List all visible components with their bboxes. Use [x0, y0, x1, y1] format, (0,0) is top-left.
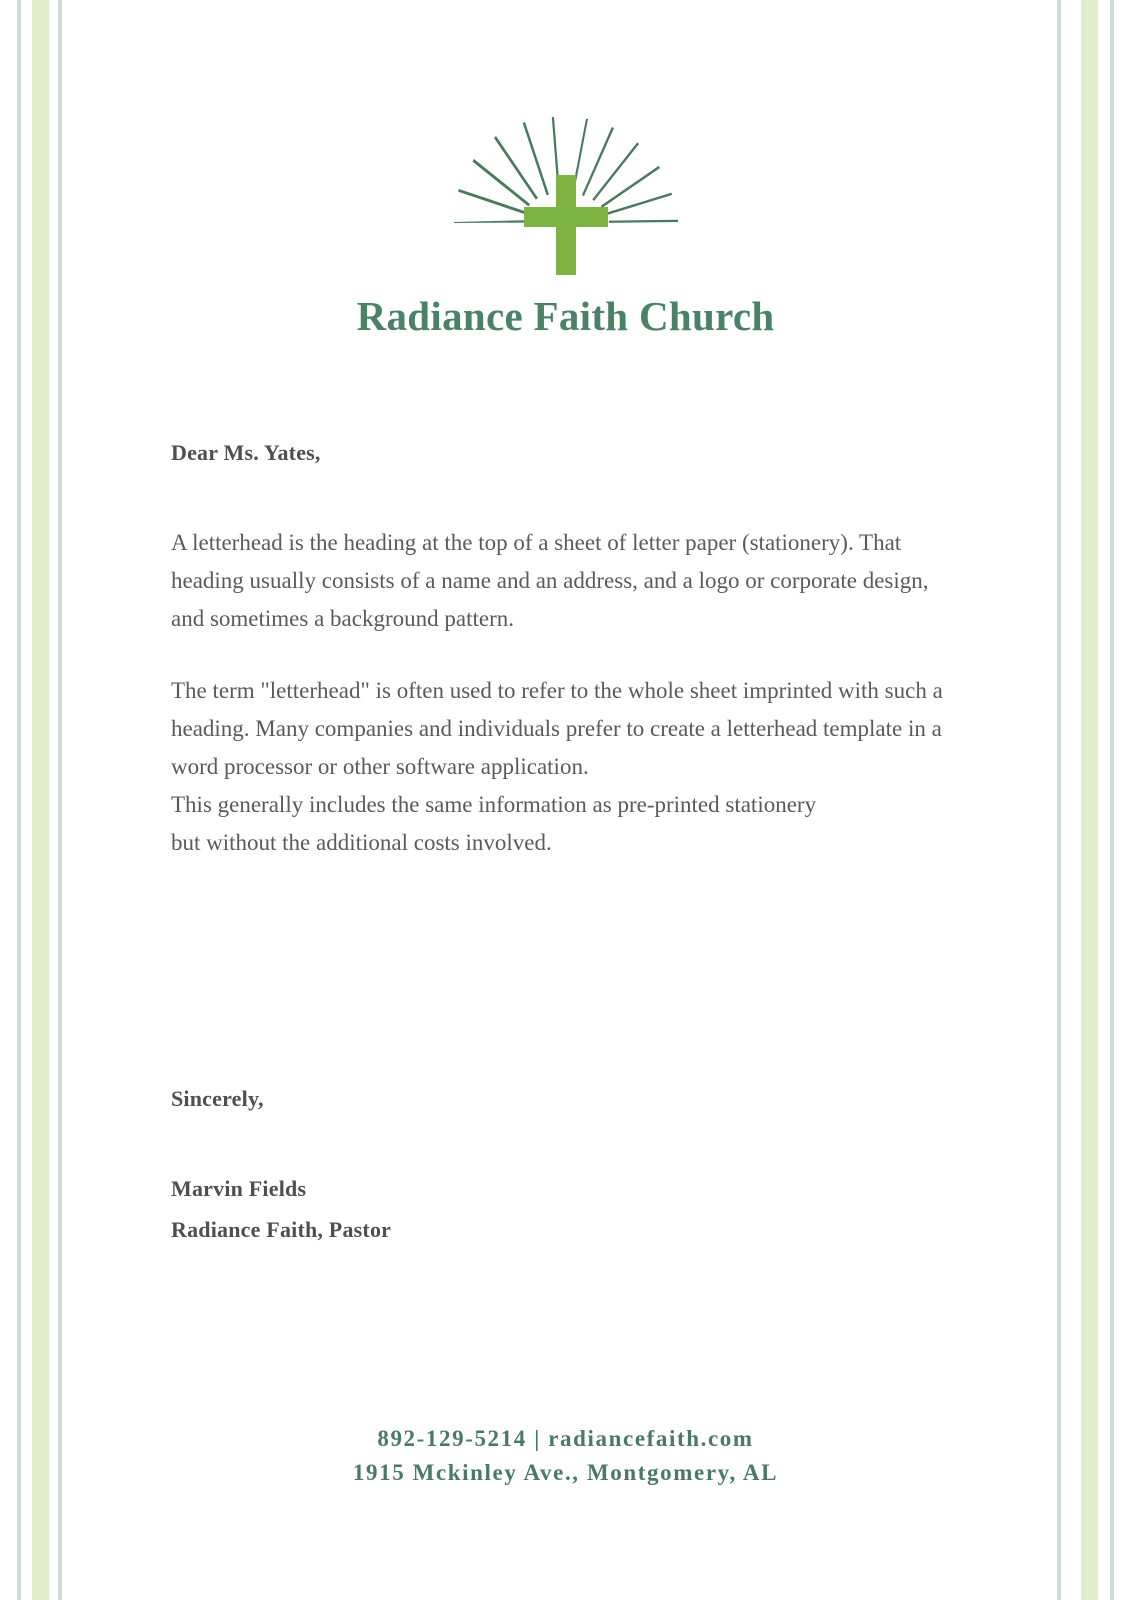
footer-address: 1915 Mckinley Ave., Montgomery, AL: [352, 1460, 779, 1485]
cross-sunburst-icon: [446, 112, 686, 282]
footer-contact: 892-129-5214 | radiancefaith.com: [377, 1426, 754, 1451]
logo-container: [0, 112, 1131, 282]
footer: [0, 1422, 1131, 1490]
closing-salutation: Sincerely,: [171, 1086, 264, 1111]
page-title: Radiance Faith Church: [356, 293, 775, 339]
closing-block: [171, 1086, 264, 1112]
body-paragraph-2: The term "letterhead" is often used to refer to the whole sheet imprinted with such a heading. Many companies and individuals prefer to create a letterhead template in a word processor or other software application.: [171, 678, 943, 779]
signer-name: Marvin Fields: [171, 1176, 307, 1201]
signature-block: [171, 1168, 391, 1250]
body-paragraph-3: This generally includes the same information as pre-printed stationery: [171, 792, 817, 817]
body-paragraph-1: A letterhead is the heading at the top of a sheet of letter paper (stationery). That heading usually consists of a name and an address, and a logo or corporate design, and sometimes a background pattern.: [171, 530, 929, 631]
signer-title: Radiance Faith, Pastor: [171, 1217, 392, 1242]
body-paragraph-4: but without the additional costs involved.: [171, 830, 552, 855]
letter-body: [171, 440, 961, 862]
salutation: Dear Ms. Yates,: [171, 440, 321, 465]
